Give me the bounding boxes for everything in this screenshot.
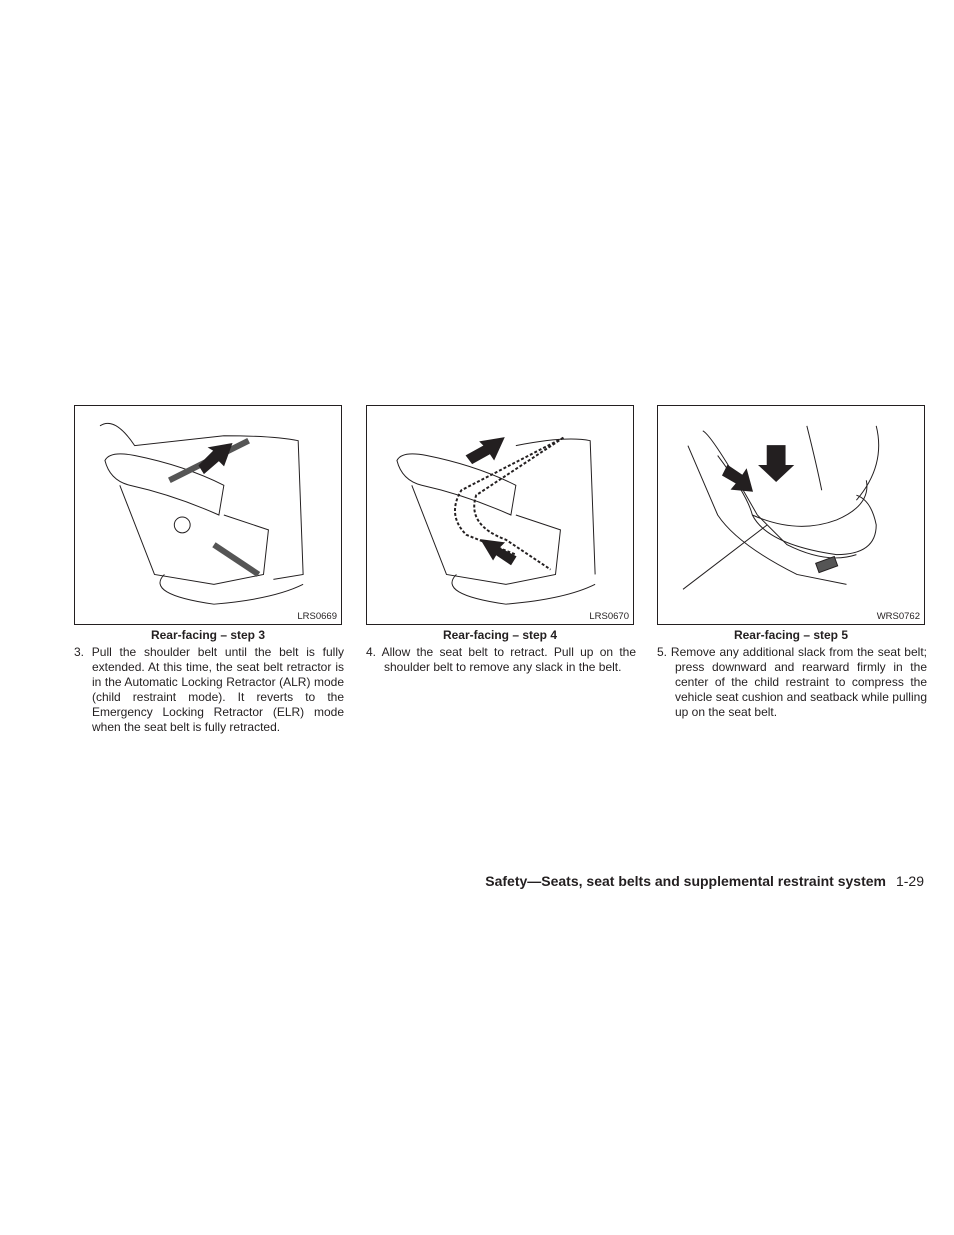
figure-caption: Rear-facing – step 5 bbox=[733, 628, 849, 642]
page-footer bbox=[485, 873, 924, 889]
step-4-text: 4. Allow the seat belt to retract. Pull up on the shoulder belt to remove any slack in the belt. bbox=[366, 645, 636, 674]
step-3-text: 3. Pull the shoulder belt until the belt is fully extended. At this time, the seat belt retractor is in the Automatic Locking Retractor (ALR) mode (child restraint mode). It reverts to the Emergency Locking Retractor (ELR) mode when the seat belt is fully retracted. bbox=[74, 645, 344, 734]
child-seat-illustration-step-5 bbox=[658, 406, 924, 624]
figure-code: LRS0669 bbox=[297, 611, 337, 622]
figure-code: WRS0762 bbox=[876, 611, 920, 622]
step-5-text: 5. Remove any additional slack from the seat belt; press downward and rearward firmly in the center of the child restraint to compress the vehicle seat cushion and seatback while pulling up on the seat belt. bbox=[657, 645, 927, 719]
page-number: 1-29 bbox=[895, 873, 924, 889]
figure-caption: Rear-facing – step 4 bbox=[442, 628, 558, 642]
section-title: Safety—Seats, seat belts and supplemental restraint system bbox=[485, 873, 886, 889]
figure-code: LRS0670 bbox=[589, 611, 629, 622]
figure-caption: Rear-facing – step 3 bbox=[150, 628, 266, 642]
child-seat-illustration-step-3 bbox=[75, 406, 341, 624]
figure-step-5 bbox=[657, 405, 925, 625]
figure-step-4 bbox=[366, 405, 634, 625]
child-seat-illustration-step-4 bbox=[367, 406, 633, 624]
figure-step-3 bbox=[74, 405, 342, 625]
